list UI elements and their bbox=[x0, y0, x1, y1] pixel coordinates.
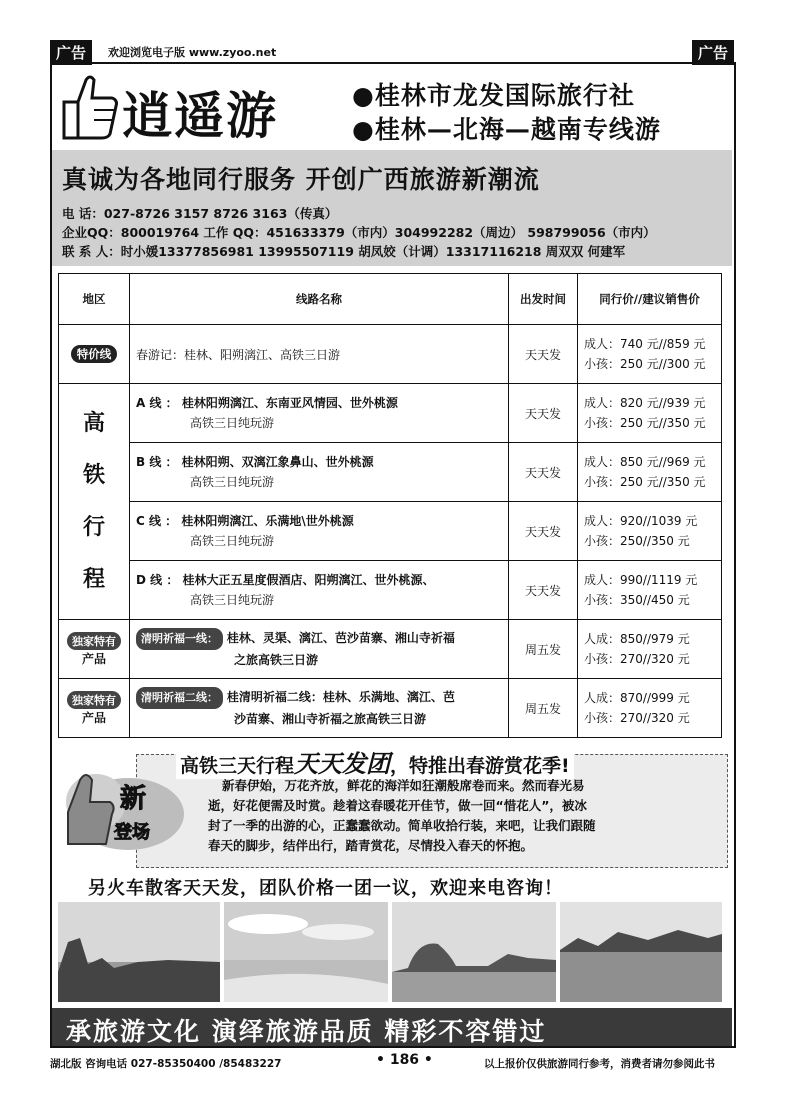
promo-title-c: ，特推出春游赏花季! bbox=[390, 755, 570, 777]
promo-body bbox=[208, 776, 720, 856]
table-row bbox=[59, 561, 722, 620]
agency-name: ●桂林市龙发国际旅行社 bbox=[352, 81, 635, 110]
promo-line: 封了一季的出游的心，正蠢蠢欲动。简单收拾行装，来吧，让我们跟随 bbox=[208, 818, 596, 833]
route-line-sub: 高铁三日纯玩游 bbox=[190, 416, 275, 430]
price-child: 小孩：250 元//300 元 bbox=[584, 357, 706, 371]
header-route: 线路名称 bbox=[130, 274, 509, 325]
contact-people: 联 系 人：时小媛13377856981 13995507119 胡凤姣（计调）13317116218 周双双 何建军 bbox=[62, 244, 626, 259]
route-line-label: A 线 ： 桂林阳朔漓江、东南亚风情园、世外桃源 bbox=[136, 396, 398, 410]
region-char: 行 bbox=[82, 514, 105, 540]
route-line-label: 桂清明祈福二线：桂林、乐满地、漓江、芭 bbox=[226, 690, 455, 704]
route-line: ●桂林—北海—越南专线游 bbox=[352, 115, 661, 144]
table-row bbox=[59, 325, 722, 384]
depart-time: 天天发 bbox=[509, 325, 578, 384]
price-adult: 成人：850 元//969 元 bbox=[584, 455, 706, 469]
header-depart: 出发时间 bbox=[509, 274, 578, 325]
price-child: 小孩：270//320 元 bbox=[584, 652, 690, 666]
promo-line: 春天的脚步，结伴出行，踏青赏花，尽情投入春天的怀抱。 bbox=[208, 838, 534, 853]
route-line-label: B 线 ： 桂林阳朔、双漓江象鼻山、世外桃源 bbox=[136, 455, 374, 469]
contact-block bbox=[62, 204, 656, 261]
route-line-sub: 高铁三日纯玩游 bbox=[190, 593, 275, 607]
price-adult: 成人：740 元//859 元 bbox=[584, 337, 706, 351]
promo-title-b: 天天发团 bbox=[294, 749, 391, 778]
group-info-band: 另火车散客天天发，团队价格一团一议，欢迎来电咨询！ bbox=[88, 878, 563, 899]
region-high-speed-rail bbox=[59, 384, 130, 620]
depart-time: 天天发 bbox=[509, 443, 578, 502]
table-row bbox=[59, 443, 722, 502]
region-char: 程 bbox=[82, 566, 105, 592]
route-tag: 清明祈福二线： bbox=[136, 687, 223, 709]
thumbs-up-icon bbox=[58, 72, 122, 144]
ad-tag-right: 广告 bbox=[692, 40, 734, 65]
depart-time: 周五发 bbox=[509, 679, 578, 738]
region-label: 产品 bbox=[81, 651, 106, 666]
table-row bbox=[59, 502, 722, 561]
depart-time: 周五发 bbox=[509, 620, 578, 679]
promo-line: 新春伊始，万花齐放，鲜花的海洋如狂潮般席卷而来。然而春光易 bbox=[222, 778, 585, 793]
price-child: 小孩：250//350 元 bbox=[584, 534, 690, 548]
footer-slogan: 承旅游文化 演绎旅游品质 精彩不容错过 bbox=[66, 1017, 547, 1046]
table-row bbox=[59, 384, 722, 443]
price-adult: 成人：920//1039 元 bbox=[584, 514, 698, 528]
table-row bbox=[59, 679, 722, 738]
header-price: 同行价//建议销售价 bbox=[578, 274, 722, 325]
price-adult: 成人：820 元//939 元 bbox=[584, 396, 706, 410]
region-hotline: 湖北版 咨询电话 027-85350400 /85483227 bbox=[50, 1058, 282, 1070]
exclusive-badge: 独家特有 bbox=[67, 632, 121, 650]
route-name: 春游记：桂林、阳朔漓江、高铁三日游 bbox=[130, 325, 509, 384]
route-line-label: 桂林、灵渠、漓江、芭沙苗寨、湘山寺祈福 bbox=[226, 631, 455, 645]
new-badge-text: 新 bbox=[120, 784, 147, 814]
route-line-sub: 沙苗寨、湘山寺祈福之旅高铁三日游 bbox=[234, 712, 427, 726]
price-adult: 人成：850//979 元 bbox=[584, 632, 690, 646]
debut-badge-text: 登场 bbox=[114, 822, 150, 843]
table-row bbox=[59, 620, 722, 679]
price-child: 小孩：270//320 元 bbox=[584, 711, 690, 725]
brand-name: 逍遥游 bbox=[122, 86, 278, 145]
depart-time: 天天发 bbox=[509, 502, 578, 561]
route-line-sub: 高铁三日纯玩游 bbox=[190, 534, 275, 548]
region-char: 高 bbox=[82, 410, 105, 436]
price-adult: 成人：990//1119 元 bbox=[584, 573, 698, 587]
contact-phone: 电 话：027-8726 3157 8726 3163（传真） bbox=[62, 206, 338, 221]
price-adult: 人成：870//999 元 bbox=[584, 691, 690, 705]
page-number: • 186 • bbox=[376, 1052, 433, 1068]
region-char: 铁 bbox=[82, 462, 105, 488]
route-line-sub: 高铁三日纯玩游 bbox=[190, 475, 275, 489]
exclusive-badge: 独家特有 bbox=[67, 691, 121, 709]
route-line-label: C 线 ： 桂林阳朔漓江、乐满地\世外桃源 bbox=[136, 514, 354, 528]
price-child: 小孩：250 元//350 元 bbox=[584, 416, 706, 430]
promo-title bbox=[176, 744, 574, 779]
disclaimer: 以上报价仅供旅游同行参考，消费者请勿参阅此书 bbox=[484, 1058, 715, 1070]
ad-tag-left: 广告 bbox=[50, 40, 92, 65]
special-badge: 特价线 bbox=[71, 345, 118, 363]
routes-table bbox=[58, 273, 722, 738]
promo-line: 逝，好花便需及时赏。趁着这春暖花开佳节，做一回“惜花人”，被冰 bbox=[208, 798, 587, 813]
contact-qq: 企业QQ：800019764 工作 QQ：451633379（市内）304992282（周边） 598799056（市内） bbox=[62, 225, 656, 240]
new-arrival-badge bbox=[56, 762, 186, 858]
table-header-row bbox=[59, 274, 722, 325]
promo-title-a: 高铁三天行程 bbox=[180, 755, 295, 777]
depart-time: 天天发 bbox=[509, 561, 578, 620]
depart-time: 天天发 bbox=[509, 384, 578, 443]
price-child: 小孩：250 元//350 元 bbox=[584, 475, 706, 489]
route-line-label: D 线 ： 桂林大正五星度假酒店、阳朔漓江、世外桃源、 bbox=[136, 573, 435, 587]
scenery-photo-strip bbox=[58, 902, 722, 1002]
route-line-sub: 之旅高铁三日游 bbox=[234, 653, 319, 667]
region-label: 产品 bbox=[81, 710, 106, 725]
site-url: 欢迎浏览电子版 www.zyoo.net bbox=[108, 46, 277, 59]
slogan: 真诚为各地同行服务 开创广西旅游新潮流 bbox=[62, 165, 540, 194]
header-region: 地区 bbox=[59, 274, 130, 325]
route-tag: 清明祈福一线： bbox=[136, 628, 223, 650]
price-child: 小孩：350//450 元 bbox=[584, 593, 690, 607]
